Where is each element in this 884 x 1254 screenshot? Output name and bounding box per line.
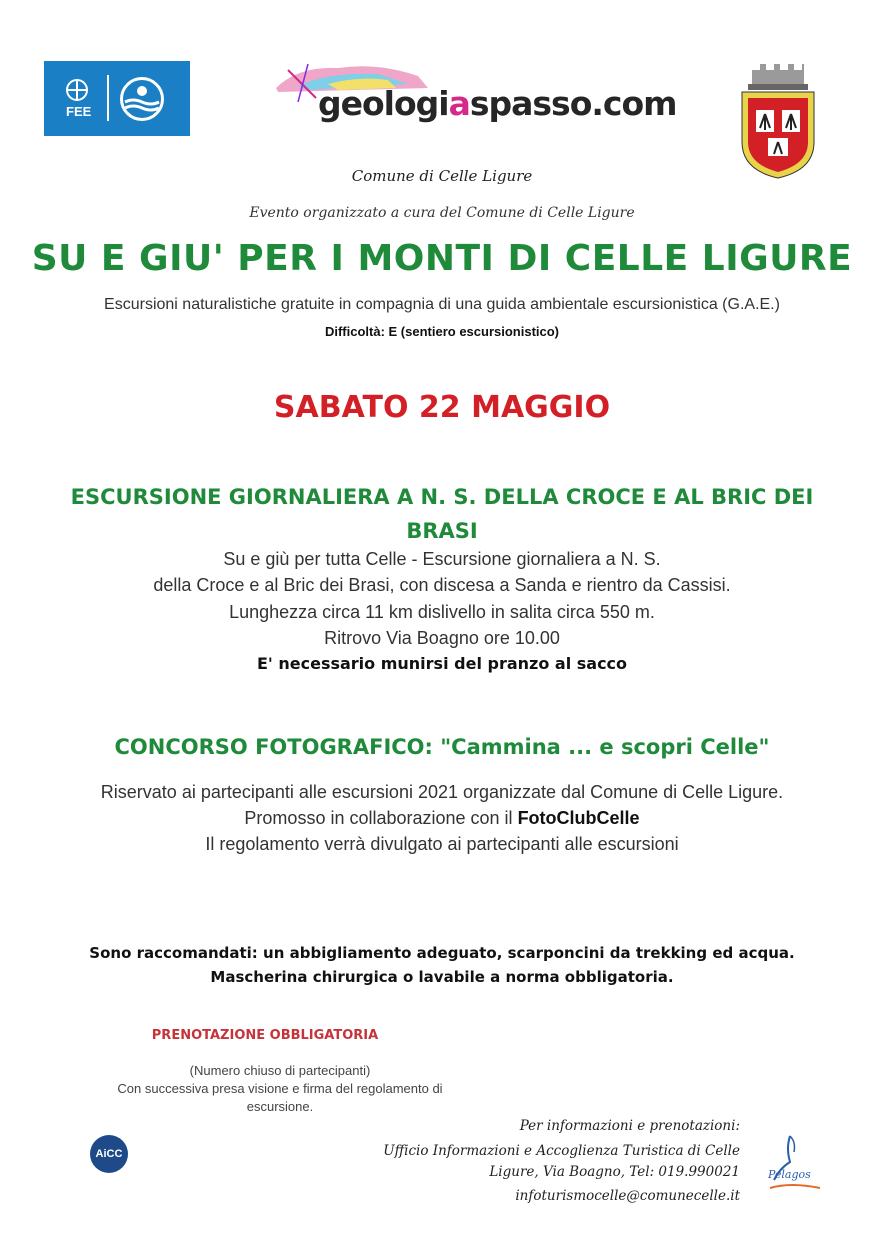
geologiaspasso-logo [268,58,677,138]
recommendation-line: Sono raccomandati: un abbigliamento adeguato, scarponcini da trekking ed acqua. [89,944,795,962]
subtitle: Escursioni naturalistiche gratuite in compagnia di una guida ambientale escursionistica (G.A.E.) [104,296,780,313]
contact-office: Ufficio Informazioni e Accoglienza Turistica di Celle [383,1143,740,1159]
contest-line: Il regolamento verrà divulgato ai partecipanti alle escursioni [205,834,679,854]
blue-flag-logo [44,61,190,136]
recommendation-line: Mascherina chirurgica o lavabile a norma obbligatoria. [210,968,674,986]
contact-address: Ligure, Via Boagno, Tel: 019.990021 [489,1164,740,1180]
contest-line: Riservato ai partecipanti alle escursioni 2021 organizzate dal Comune di Celle Ligure. [100,782,784,802]
pelagos-label: Pelagos [768,1168,811,1181]
contest-title: CONCORSO FOTOGRAFICO: "Cammina ... e scopri Celle" [114,735,770,759]
evento-label: Evento organizzato a cura del Comune di Celle Ligure [249,205,635,221]
excursion-title: ESCURSIONE GIORNALIERA A N. S. DELLA CROCE E AL BRIC DEI BRASI [70,485,814,543]
contest-line: Promosso in collaborazione con il FotoClubCelle [244,808,640,828]
booking-note: (Numero chiuso di partecipanti) [189,1063,371,1078]
description-line: della Croce e al Bric dei Brasi, con discesa a Sanda e rientro da Cassisi. [153,575,731,595]
description-line: Ritrovo Via Boagno ore 10.00 [324,628,560,648]
globe-icon [66,79,88,101]
contact-email[interactable]: infoturismocelle@comunecelle.it [515,1188,740,1204]
page-title: SU E GIU' PER I MONTI DI CELLE LIGURE [31,238,853,279]
difficulty-label: Difficoltà: E (sentiero escursionistico) [324,324,560,339]
fee-label: FEE [66,104,92,119]
description-line: Lunghezza circa 11 km dislivello in salita circa 550 m. [229,602,655,622]
contact-heading: Per informazioni e prenotazioni: [519,1118,740,1134]
coat-of-arms-logo [738,62,818,180]
comune-label: Comune di Celle Ligure [351,167,533,185]
event-date: SABATO 22 MAGGIO [273,390,611,425]
lunch-note: E' necessario munirsi del pranzo al sacco [256,654,628,673]
wave-icon [120,77,164,121]
site-logo-text: geologiaspasso.com [318,84,677,123]
divider [107,75,109,121]
fotoclub-name: FotoClubCelle [517,808,640,828]
booking-note: Con successiva presa visione e firma del regolamento di escursione. [117,1081,443,1114]
booking-title: PRENOTAZIONE OBBLIGATORIA [151,1028,379,1043]
pelagos-logo [760,1128,836,1196]
description-line: Su e giù per tutta Celle - Escursione giornaliera a N. S. [223,549,661,569]
aicc-logo: AiCC [90,1135,128,1173]
